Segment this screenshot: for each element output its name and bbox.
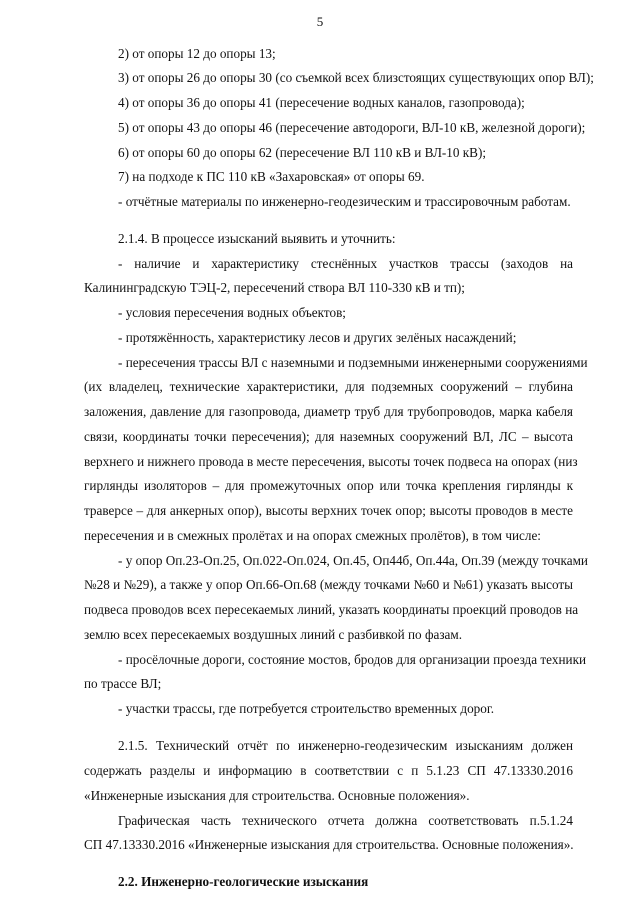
paragraph-line: заложения, давление для газопровода, диаметр труб для трубопроводов, марка кабеля bbox=[84, 404, 573, 419]
paragraph-line: - участки трассы, где потребуется строительство временных дорог. bbox=[118, 701, 495, 716]
paragraph-line: - у опор Оп.23-Оп.25, Оп.022-Оп.024, Оп.45, Оп44б, Оп.44а, Оп.39 (между точками bbox=[118, 553, 588, 568]
paragraph-line: - протяжённость, характеристику лесов и других зелёных насаждений; bbox=[118, 330, 517, 345]
graphic-part-line: Графическая часть технического отчета должна соответствовать п.5.1.24 bbox=[118, 813, 573, 828]
paragraph-line: №28 и №29), а также у опор Оп.66-Оп.68 (между точками №60 и №61) указать высоты bbox=[84, 577, 573, 592]
page-number: 5 bbox=[316, 14, 324, 29]
graphic-part-line: СП 47.13330.2016 «Инженерные изыскания для строительства. Основные положения». bbox=[84, 837, 574, 852]
list-item-5: 5) от опоры 43 до опоры 46 (пересечение автодороги, ВЛ-10 кВ, железной дороги); bbox=[118, 120, 586, 135]
paragraph-line: связи, координаты точки пересечения); для наземных сооружений ВЛ, ЛС – высота bbox=[84, 429, 573, 444]
section-2-2-heading: 2.2. Инженерно-геологические изыскания bbox=[118, 874, 369, 889]
paragraph-line: верхнего и нижнего провода в месте пересечения, высоты точек подвеса на опорах (низ bbox=[84, 454, 578, 469]
paragraph-line: Калининградскую ТЭЦ-2, пересечений створа ВЛ 110-330 кВ и тп); bbox=[84, 280, 465, 295]
paragraph-line: подвеса проводов всех пересекаемых линий, указать координаты проекций проводов на bbox=[84, 602, 579, 617]
list-item-2: 2) от опоры 12 до опоры 13; bbox=[118, 46, 276, 61]
section-2-1-5-line: 2.1.5. Технический отчёт по инженерно-геодезическим изысканиям должен bbox=[118, 738, 573, 753]
paragraph-line: по трассе ВЛ; bbox=[84, 676, 162, 691]
list-item-reports: - отчётные материалы по инженерно-геодезическим и трассировочным работам. bbox=[118, 194, 571, 209]
section-2-1-5-line: «Инженерные изыскания для строительства. Основные положения». bbox=[84, 788, 470, 803]
paragraph-line: землю всех пересекаемых воздушных линий с разбивкой по фазам. bbox=[84, 627, 463, 642]
section-2-1-4-heading: 2.1.4. В процессе изысканий выявить и уточнить: bbox=[118, 231, 396, 246]
paragraph-line: - просёлочные дороги, состояние мостов, бродов для организации проезда техники bbox=[118, 652, 587, 667]
paragraph-line: (их владелец, технические характеристики, для подземных сооружений – глубина bbox=[84, 379, 573, 394]
paragraph-line: - наличие и характеристику стеснённых участков трассы (заходов на bbox=[118, 256, 573, 271]
list-item-3: 3) от опоры 26 до опоры 30 (со съемкой всех близстоящих существующих опор ВЛ); bbox=[118, 70, 594, 85]
paragraph-line: траверсе – для анкерных опор), высоты верхних точек опор; высоты проводов в месте bbox=[84, 503, 573, 518]
section-2-1-5-line: содержать разделы и информацию в соответствии с п 5.1.23 СП 47.13330.2016 bbox=[84, 763, 573, 778]
paragraph-line: - условия пересечения водных объектов; bbox=[118, 305, 346, 320]
paragraph-line: пересечения и в смежных пролётах и на опорах смежных пролётов), в том числе: bbox=[84, 528, 541, 543]
paragraph-line: гирлянды изоляторов – для промежуточных опор или точка крепления гирлянды к bbox=[84, 478, 573, 493]
paragraph-line: - пересечения трассы ВЛ с наземными и подземными инженерными сооружениями bbox=[118, 355, 588, 370]
list-item-4: 4) от опоры 36 до опоры 41 (пересечение водных каналов, газопровода); bbox=[118, 95, 525, 110]
list-item-6: 6) от опоры 60 до опоры 62 (пересечение ВЛ 110 кВ и ВЛ-10 кВ); bbox=[118, 145, 487, 160]
list-item-7: 7) на подходе к ПС 110 кВ «Захаровская» от опоры 69. bbox=[118, 169, 425, 184]
